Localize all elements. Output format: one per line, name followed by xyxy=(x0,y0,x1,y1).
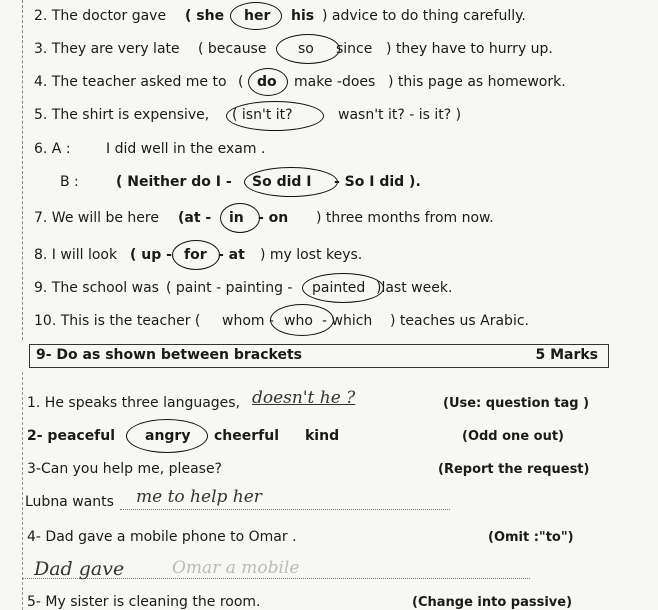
task5-text: 5- My sister is cleaning the room. xyxy=(27,594,261,610)
q7-answer-circle xyxy=(220,203,260,233)
q3-rest: ) they have to hurry up. xyxy=(386,41,553,57)
task1-instruction: (Use: question tag ) xyxy=(443,396,590,411)
q2-opt-her: her xyxy=(244,8,271,24)
q8-opt-for: for xyxy=(184,247,207,263)
task2-instruction: (Odd one out) xyxy=(462,429,565,444)
task5-instruction: (Change into passive) xyxy=(412,595,573,610)
task2-label: 2- peaceful xyxy=(27,428,116,444)
q9-text: 9. The school was xyxy=(34,280,159,296)
q8-rest: ) my lost keys. xyxy=(260,247,363,263)
task4-answer-faint: Omar a mobile xyxy=(172,558,300,578)
q4-open: ( xyxy=(238,74,244,90)
q2-opt-she: ( she xyxy=(185,8,225,24)
q8-text: 8. I will look xyxy=(34,247,118,263)
task4-answer: Dad gave xyxy=(34,558,125,580)
task4-text: 4- Dad gave a mobile phone to Omar . xyxy=(27,529,297,545)
section-title: 9- Do as shown between brackets xyxy=(36,347,302,363)
q6-opt-sodid: So did I xyxy=(252,174,312,190)
task2-circled-word: angry xyxy=(145,428,191,444)
left-margin-line-lower xyxy=(22,372,24,610)
q5-text: 5. The shirt is expensive, xyxy=(34,107,210,123)
q9-opt-paint: ( paint - painting - xyxy=(166,280,293,296)
task3-answer: me to help her xyxy=(136,487,262,507)
q3-answer-circle xyxy=(276,34,340,64)
q6-opt-neither: ( Neither do I - xyxy=(116,174,232,190)
q3-opt-because: ( because xyxy=(198,41,267,57)
q3-opt-since: since xyxy=(336,41,373,57)
q4-opt-make: make -does xyxy=(294,74,376,90)
section-marks: 5 Marks xyxy=(535,347,598,363)
q4-rest: ) this page as homework. xyxy=(388,74,566,90)
q4-answer-circle xyxy=(248,68,288,96)
task1-text: 1. He speaks three languages, xyxy=(27,395,241,411)
q8-opt-up: ( up - xyxy=(130,247,172,263)
task3-answer-line xyxy=(120,509,450,510)
q2-answer-circle xyxy=(230,2,282,30)
q9-opt-painted: painted xyxy=(312,280,366,296)
q6-opt-soidid: - So I did ). xyxy=(334,174,421,190)
q6-sentence-a: I did well in the exam . xyxy=(106,141,266,157)
q2-opt-his: his xyxy=(291,8,315,24)
q7-opt-at: (at - xyxy=(178,210,212,226)
task1-answer: doesn't he ? xyxy=(252,388,356,408)
q10-text: 10. This is the teacher ( xyxy=(34,313,201,329)
q4-text: 4. The teacher asked me to xyxy=(34,74,227,90)
q9-rest: )last week. xyxy=(376,280,453,296)
q7-opt-in: in xyxy=(229,210,244,226)
q6-answer-circle xyxy=(244,167,338,197)
section-header-box xyxy=(29,344,609,368)
q10-opt-which: - which xyxy=(322,313,373,329)
q5-opt-isnt: ( isn't it? xyxy=(232,107,293,123)
q2-text: 2. The doctor gave xyxy=(34,8,167,24)
q7-rest: ) three months from now. xyxy=(316,210,494,226)
q6-label-a: 6. A : xyxy=(34,141,71,157)
task2-word-cheerful: cheerful xyxy=(214,428,280,444)
q7-opt-on: - on xyxy=(258,210,289,226)
task3-stem: Lubna wants xyxy=(25,494,114,510)
task2-answer-circle xyxy=(126,419,208,453)
q10-rest: ) teaches us Arabic. xyxy=(390,313,529,329)
q3-opt-so: so xyxy=(298,41,314,57)
task4-instruction: (Omit :"to") xyxy=(488,530,574,545)
left-margin-line xyxy=(22,0,24,340)
q4-opt-do: do xyxy=(257,74,277,90)
q9-answer-circle xyxy=(302,273,384,303)
q10-opt-who: who xyxy=(284,313,313,329)
q3-text: 3. They are very late xyxy=(34,41,180,57)
task3-text: 3-Can you help me, please? xyxy=(27,461,222,477)
q6-label-b: B : xyxy=(60,174,79,190)
task3-instruction: (Report the request) xyxy=(438,462,590,477)
q8-opt-at: - at xyxy=(218,247,245,263)
question-2 xyxy=(34,8,166,24)
task2-word-kind: kind xyxy=(305,428,340,444)
q2-rest: ) advice to do thing carefully. xyxy=(322,8,526,24)
q5-rest: wasn't it? - is it? ) xyxy=(338,107,462,123)
q7-text: 7. We will be here xyxy=(34,210,159,226)
q8-answer-circle xyxy=(172,240,220,270)
q5-answer-circle xyxy=(226,101,324,131)
q10-opt-whom: whom - xyxy=(222,313,275,329)
